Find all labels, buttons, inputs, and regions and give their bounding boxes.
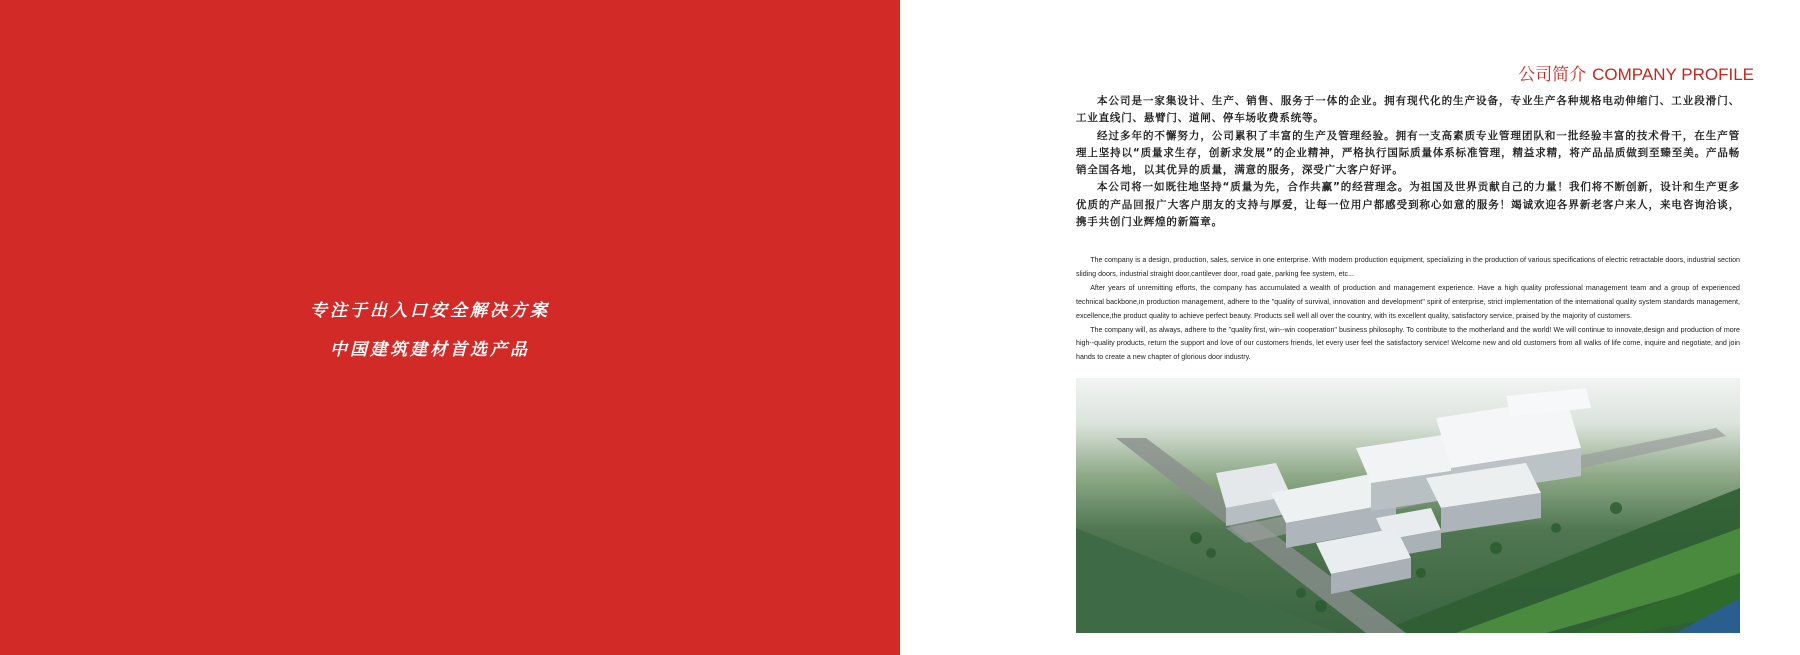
title-chinese: 公司简介	[1518, 65, 1587, 84]
en-paragraph-3: The company will, as always, adhere to the "quality first, win--win cooperation" business philosophy. To contribute to the motherland and the world! We will continue to innovate,design and production of more high--quality products, return the support and love of our customers friends, let every user feel the satisfactory service! Welcome new and old customers from all walks of life come, inquire and negotiate, and join hands to create a new chapter of glorious door industry.	[1076, 325, 1740, 362]
en-paragraph-2: After years of unremitting efforts, the company has accumulated a wealth of production and management experience. Have a high quality professional management team and a group of experienced technical backbone,in production management, adhere to the "quality of survival, innovation and development" spirit of enterprise, strict implementation of the international quality system standards management, excellence,the product quality to achieve perfect beauty. Products sell well all over the country, with its excellent quality, satisfactory service, praised by the majority of customers.	[1076, 283, 1740, 320]
cn-paragraph-3: 本公司将一如既往地坚持“质量为先，合作共赢”的经营理念。为祖国及世界贡献自己的力量！我们将不断创新，设计和生产更多优质的产品回报广大客户朋友的支持与厚爱，让每一位用户都感受到称心如意的服务！竭诚欢迎各界新老客户来人，来电咨询洽谈，携手共创门业辉煌的新篇章。	[1076, 181, 1740, 229]
slogan-line-2: 中国建筑建材首选产品	[330, 340, 530, 360]
english-profile-text	[1076, 254, 1740, 365]
company-profile-page	[900, 0, 1800, 655]
cn-paragraph-1: 本公司是一家集设计、生产、销售、服务于一体的企业。拥有现代化的生产设备，专业生产各种规格电动伸缩门、工业段滑门、工业直线门、悬臂门、道闸、停车场收费系统等。	[1076, 95, 1740, 125]
factory-aerial-image	[1076, 378, 1740, 633]
title-english: COMPANY PROFILE	[1592, 65, 1754, 84]
en-paragraph-1: The company is a design, production, sales, service in one enterprise. With modern production equipment, specializing in the production of various specifications of electric retractable doors, industrial section sliding doors, industrial straight door,cantilever door, road gate, parking fee system, etc...	[1076, 256, 1740, 278]
page-title	[1518, 60, 1754, 85]
cn-paragraph-2: 经过多年的不懈努力，公司累积了丰富的生产及管理经验。拥有一支高素质专业管理团队和一批经验丰富的技术骨干，在生产管理上坚持以“质量求生存，创新求发展”的企业精神，严格执行国际质量体系标准管理，精益求精，将产品品质做到至臻至美。产品畅销全国各地，以其优异的质量，满意的服务，深受广大客户好评。	[1076, 129, 1740, 177]
factory-aerial-illustration	[1076, 378, 1740, 633]
slogan-line-1: 专注于出入口安全解决方案	[310, 301, 550, 321]
chinese-profile-text	[1076, 93, 1740, 231]
